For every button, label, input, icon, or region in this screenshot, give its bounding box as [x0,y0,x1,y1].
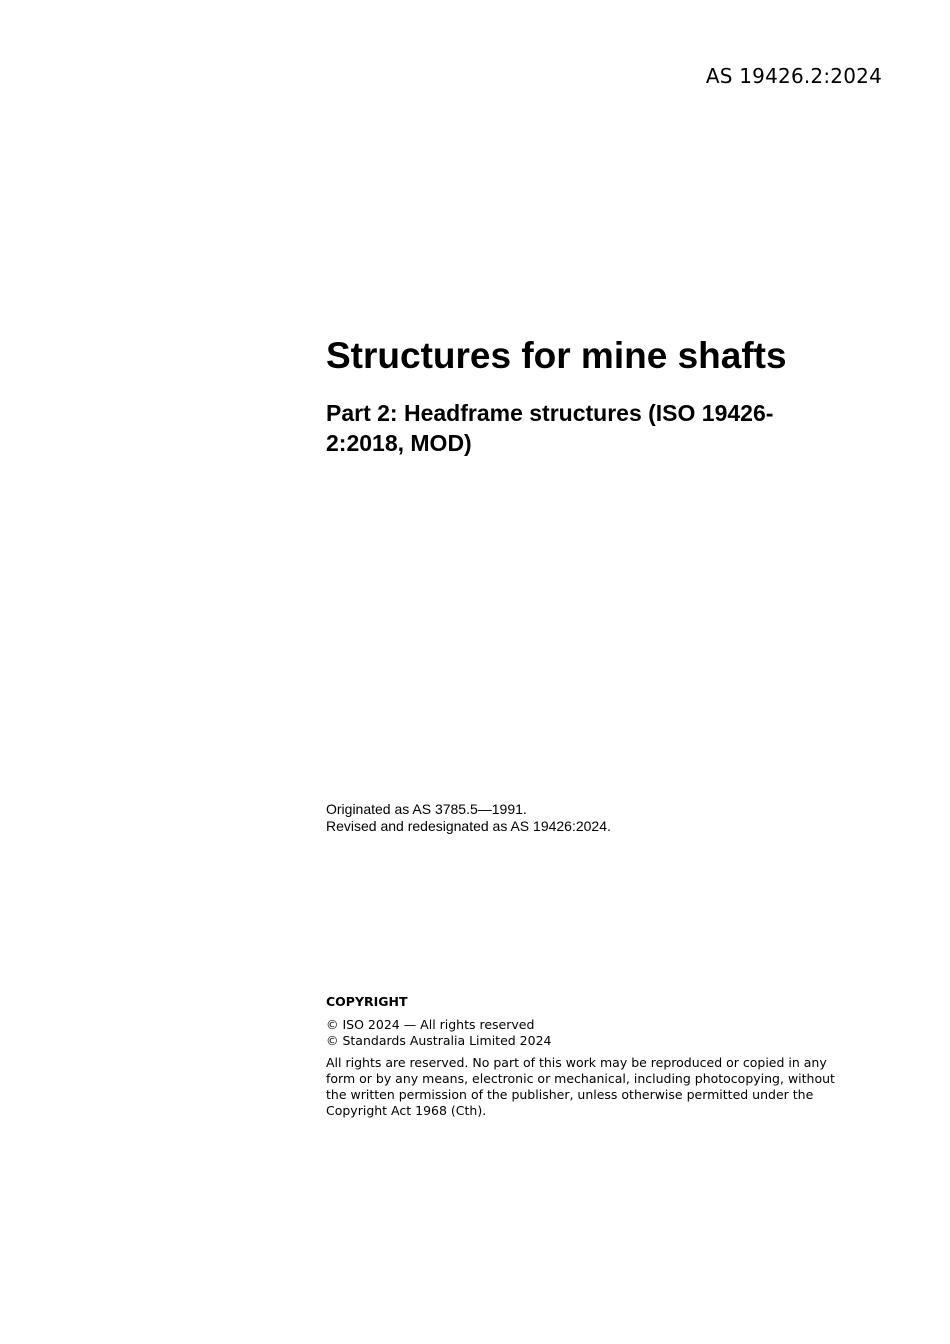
document-title: Structures for mine shafts [326,335,787,376]
copyright-heading: COPYRIGHT [326,994,408,1009]
copyright-line-standards-australia: © Standards Australia Limited 2024 [326,1033,552,1048]
copyright-line-iso: © ISO 2024 — All rights reserved [326,1017,535,1032]
document-number: AS 19426.2:2024 [705,64,882,88]
copyright-holders [326,1017,851,1049]
publication-history [326,801,611,835]
history-revised: Revised and redesignated as AS 19426:2024. [326,818,611,834]
title-block [326,334,846,458]
history-originated: Originated as AS 3785.5—1991. [326,801,527,817]
copyright-notice: All rights are reserved. No part of this work may be reproduced or copied in any form or by any means, electronic or mechanical, including photocopying, without the written permission of the publisher, unless otherwise permitted under the Copyright Act 1968 (Cth). [326,1055,835,1118]
document-subtitle: Part 2: Headframe structures (ISO 19426-2:2018, MOD) [326,400,774,456]
copyright-section [326,994,851,1119]
